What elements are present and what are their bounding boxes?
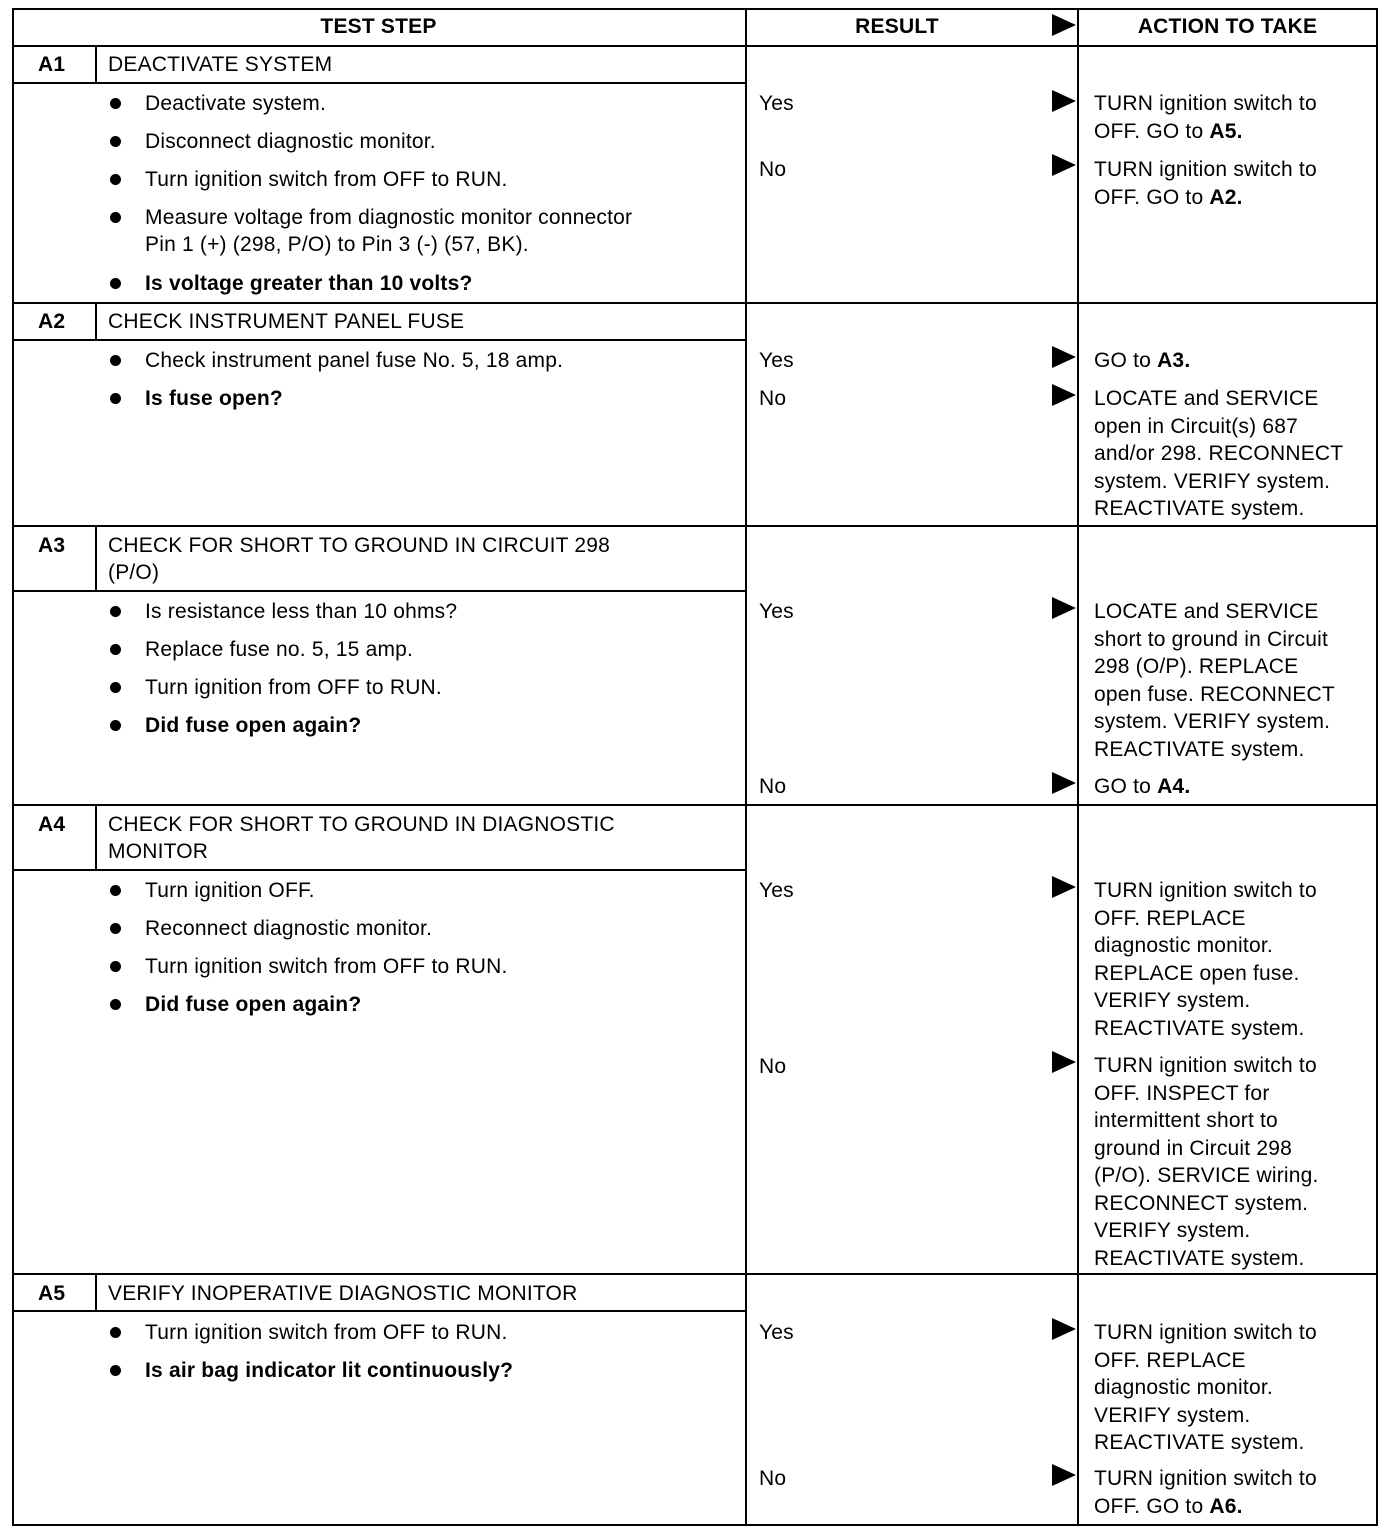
- step-question: Did fuse open again?: [145, 993, 362, 1016]
- action-text: GO to A3.: [1094, 349, 1191, 372]
- step-item: Turn ignition switch from OFF to RUN.: [145, 168, 508, 191]
- step-item: Measure voltage from diagnostic monitor connector: [145, 206, 633, 229]
- step-item: Deactivate system.: [145, 92, 326, 115]
- action-text: TURN ignition switch to OFF. GO to A5.: [1094, 92, 1317, 143]
- bullet-icon: [110, 961, 121, 972]
- table-border-top: [12, 8, 1378, 10]
- bullet-icon: [110, 720, 121, 731]
- title-underline: [12, 339, 747, 341]
- result-arrow-icon: [1052, 154, 1076, 176]
- step-divider: [12, 804, 1378, 806]
- step-item: Turn ignition switch from OFF to RUN.: [145, 1321, 508, 1344]
- step-id: A5: [38, 1282, 66, 1305]
- step-title: CHECK INSTRUMENT PANEL FUSE: [108, 310, 465, 333]
- column-divider-action: [1077, 8, 1079, 1526]
- bullet-icon: [110, 98, 121, 109]
- result-arrow-icon: [1052, 597, 1076, 619]
- title-underline: [12, 1310, 747, 1312]
- bullet-icon: [110, 355, 121, 366]
- table-border-bottom: [12, 1524, 1378, 1526]
- result-arrow-icon: [1052, 1464, 1076, 1486]
- bullet-icon: [110, 682, 121, 693]
- action-text: TURN ignition switch to OFF. REPLACE diagnostic monitor. REPLACE open fuse. VERIFY system. REACTIVATE system.: [1094, 879, 1317, 1040]
- action-text: TURN ignition switch to OFF. GO to A2.: [1094, 158, 1317, 209]
- bullet-icon: [110, 923, 121, 934]
- header-action: ACTION TO TAKE: [1137, 15, 1318, 38]
- result-arrow-icon: [1052, 772, 1076, 794]
- result-label: No: [759, 775, 787, 798]
- step-item: Check instrument panel fuse No. 5, 18 amp.: [145, 349, 564, 372]
- result-label: Yes: [759, 1321, 794, 1344]
- step-item-continued: Pin 1 (+) (298, P/O) to Pin 3 (-) (57, BK).: [145, 233, 529, 256]
- bullet-icon: [110, 999, 121, 1010]
- step-id: A1: [38, 53, 66, 76]
- action-text: GO to A4.: [1094, 775, 1191, 798]
- step-question: Did fuse open again?: [145, 714, 362, 737]
- result-label: Yes: [759, 349, 794, 372]
- step-title: CHECK FOR SHORT TO GROUND IN DIAGNOSTIC: [108, 813, 615, 836]
- step-title: VERIFY INOPERATIVE DIAGNOSTIC MONITOR: [108, 1282, 578, 1305]
- result-label: Yes: [759, 600, 794, 623]
- table-border-left: [12, 8, 14, 1526]
- step-item: Turn ignition from OFF to RUN.: [145, 676, 442, 699]
- result-label: No: [759, 158, 787, 181]
- action-text: TURN ignition switch to OFF. GO to A6.: [1094, 1467, 1317, 1518]
- step-id: A2: [38, 310, 66, 333]
- bullet-icon: [110, 136, 121, 147]
- result-arrow-icon: [1052, 90, 1076, 112]
- bullet-icon: [110, 393, 121, 404]
- step-divider: [12, 525, 1378, 527]
- bullet-icon: [110, 174, 121, 185]
- header-divider: [12, 45, 1378, 47]
- bullet-icon: [110, 278, 121, 289]
- step-item: Turn ignition OFF.: [145, 879, 315, 902]
- action-text: LOCATE and SERVICE short to ground in Circuit 298 (O/P). REPLACE open fuse. RECONNECT system. VERIFY system. REACTIVATE system.: [1094, 600, 1335, 761]
- result-arrow-icon: [1052, 384, 1076, 406]
- id-cell-divider: [95, 45, 97, 83]
- step-item: Reconnect diagnostic monitor.: [145, 917, 433, 940]
- header-result: RESULT: [855, 15, 939, 38]
- action-text: TURN ignition switch to OFF. REPLACE diagnostic monitor. VERIFY system. REACTIVATE system.: [1094, 1321, 1317, 1454]
- step-title: CHECK FOR SHORT TO GROUND IN CIRCUIT 298: [108, 534, 610, 557]
- title-underline: [12, 82, 747, 84]
- action-text: TURN ignition switch to OFF. INSPECT for intermittent short to ground in Circuit 298 (P/O). SERVICE wiring. RECONNECT system. VERIFY system. REACTIVATE system.: [1094, 1054, 1319, 1270]
- result-arrow-icon: [1052, 876, 1076, 898]
- step-title: DEACTIVATE SYSTEM: [108, 53, 333, 76]
- result-label: Yes: [759, 879, 794, 902]
- header-arrow-icon: [1052, 14, 1076, 36]
- step-id: A4: [38, 813, 66, 836]
- step-question: Is air bag indicator lit continuously?: [145, 1359, 514, 1382]
- step-item: Turn ignition switch from OFF to RUN.: [145, 955, 508, 978]
- step-item: Disconnect diagnostic monitor.: [145, 130, 436, 153]
- header-test-step: TEST STEP: [320, 15, 437, 38]
- step-title-continued: MONITOR: [108, 840, 209, 863]
- title-underline: [12, 590, 747, 592]
- step-title-continued: (P/O): [108, 561, 160, 584]
- bullet-icon: [110, 1327, 121, 1338]
- id-cell-divider: [95, 525, 97, 591]
- id-cell-divider: [95, 804, 97, 870]
- step-question: Is voltage greater than 10 volts?: [145, 272, 473, 295]
- bullet-icon: [110, 1365, 121, 1376]
- bullet-icon: [110, 212, 121, 223]
- result-arrow-icon: [1052, 1051, 1076, 1073]
- table-border-right: [1376, 8, 1378, 1526]
- step-id: A3: [38, 534, 66, 557]
- step-divider: [12, 302, 1378, 304]
- action-text: LOCATE and SERVICE open in Circuit(s) 687 and/or 298. RECONNECT system. VERIFY system. REACTIVATE system.: [1094, 387, 1344, 520]
- column-divider-result: [745, 8, 747, 1526]
- step-question: Is fuse open?: [145, 387, 283, 410]
- bullet-icon: [110, 606, 121, 617]
- result-label: No: [759, 1055, 787, 1078]
- result-label: No: [759, 387, 787, 410]
- result-label: Yes: [759, 92, 794, 115]
- step-item: Replace fuse no. 5, 15 amp.: [145, 638, 414, 661]
- diagnostic-table: [12, 8, 1378, 1526]
- title-underline: [12, 869, 747, 871]
- bullet-icon: [110, 644, 121, 655]
- result-arrow-icon: [1052, 1318, 1076, 1340]
- step-divider: [12, 1273, 1378, 1275]
- id-cell-divider: [95, 302, 97, 340]
- id-cell-divider: [95, 1273, 97, 1311]
- result-arrow-icon: [1052, 346, 1076, 368]
- result-label: No: [759, 1467, 787, 1490]
- step-item: Is resistance less than 10 ohms?: [145, 600, 458, 623]
- bullet-icon: [110, 885, 121, 896]
